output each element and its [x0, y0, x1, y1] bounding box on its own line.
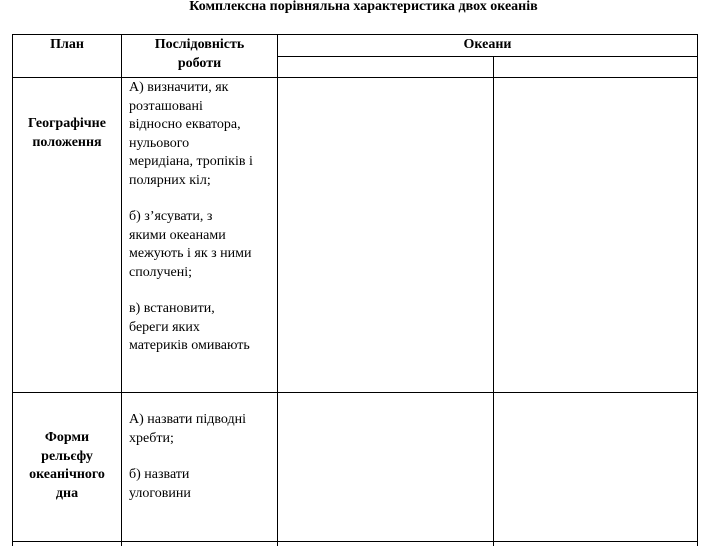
step-text: б) з’ясувати, з якими океанами межують і як з ними сполучені; [129, 209, 252, 280]
step-text: б) назвати улоговини [129, 467, 191, 501]
table-bottom-line [12, 541, 698, 542]
header-plan: План [50, 37, 84, 52]
column-divider-2 [277, 34, 278, 546]
header-sequence: Послідовність роботи [154, 37, 245, 71]
step-text: А) визначити, як розташовані відносно екватора, нульового меридіана, тропіків і полярних кіл; [129, 80, 253, 188]
row-steps-geographic-position [129, 79, 277, 356]
step-text: А) назвати підводні хребти; [129, 412, 247, 446]
column-divider-1 [121, 34, 122, 546]
table-border-top [12, 34, 698, 35]
table-border-right [697, 34, 698, 546]
document-title: Комплексна порівняльна характеристика двох океанів [189, 0, 538, 14]
row-steps-ocean-floor-relief [129, 411, 277, 503]
oceans-subheader-line [277, 56, 698, 57]
row-plan-ocean-floor-relief: Форми рельєфу океанічного дна [29, 430, 105, 501]
step-text: в) встановити, береги яких материків омивають [129, 301, 250, 353]
ocean-column-divider [493, 56, 494, 546]
row-plan-geographic-position: Географічне положення [28, 116, 106, 150]
header-bottom-line [12, 77, 698, 78]
header-oceans: Океани [463, 37, 512, 52]
row-separator-line [12, 392, 698, 393]
